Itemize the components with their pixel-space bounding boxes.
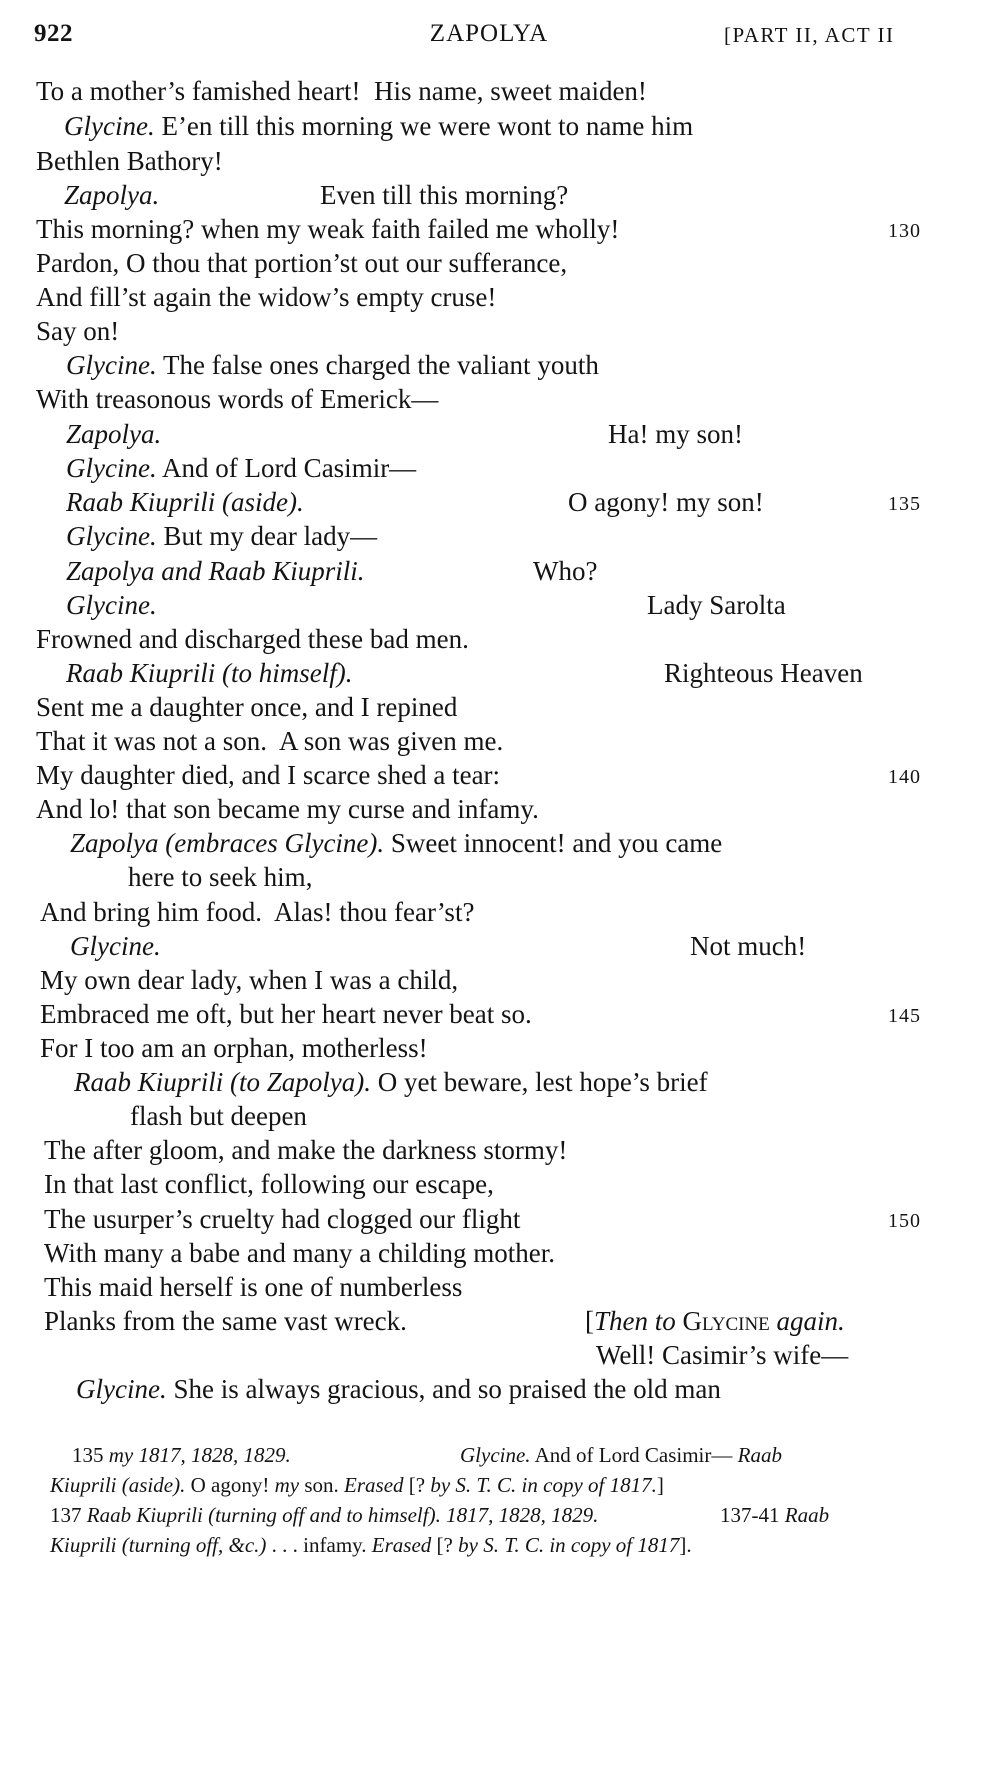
verse-text: Zapolya. [66, 419, 162, 449]
verse-text: Raab Kiuprili (to Zapolya). O yet beware, lest hope’s brief [74, 1067, 708, 1097]
line-number: 145 [888, 1005, 921, 1027]
verse-text: The usurper’s cruelty had clogged our flight [44, 1204, 521, 1234]
verse-text: Ha! my son! [608, 419, 743, 449]
verse-text: Zapolya and Raab Kiuprili. [66, 556, 365, 586]
verse-text: To a mother’s famished heart! His name, sweet maiden! [36, 76, 647, 106]
verse-text: And fill’st again the widow’s empty cruse! [36, 282, 497, 312]
verse-text: Say on! [36, 316, 120, 346]
footnote-text: 137 Raab Kiuprili (turning off and to himself). 1817, 1828, 1829. [50, 1503, 599, 1527]
verse-text: And bring him food. Alas! thou fear’st? [40, 897, 475, 927]
footnote-text: 137-41 Raab [720, 1503, 830, 1527]
verse-text: O agony! my son! [568, 487, 764, 517]
verse-text: This maid herself is one of numberless [44, 1272, 463, 1302]
running-title: ZAPOLYA [429, 20, 549, 47]
footnote-text: Kiuprili (turning off, &c.) . . . infamy. Erased [? by S. T. C. in copy of 1817]. [50, 1533, 692, 1557]
verse-text: Sent me a daughter once, and I repined [36, 692, 458, 722]
verse-text: Lady Sarolta [647, 590, 786, 620]
verse-text: With many a babe and many a childing mother. [44, 1238, 556, 1268]
verse-text: Glycine. But my dear lady— [66, 521, 378, 551]
verse-text: here to seek him, [128, 862, 313, 892]
footnote-text: Glycine. And of Lord Casimir— Raab [460, 1443, 782, 1467]
verse-text: My daughter died, and I scarce shed a tear: [36, 760, 501, 790]
verse-text: In that last conflict, following our escape, [44, 1169, 494, 1199]
line-number: 135 [888, 493, 921, 515]
verse-text: Not much! [690, 931, 807, 961]
verse-text: Glycine. The false ones charged the valiant youth [66, 350, 599, 380]
line-number: 140 [888, 766, 921, 788]
verse-text: Glycine. E’en till this morning we were wont to name him [64, 111, 694, 141]
footnote-text: 135 my 1817, 1828, 1829. [72, 1443, 291, 1467]
verse-text: Raab Kiuprili (aside). [66, 487, 304, 517]
verse-text: Embraced me oft, but her heart never beat so. [40, 999, 532, 1029]
verse-text: Pardon, O thou that portion’st out our sufferance, [36, 248, 568, 278]
verse-text: Glycine. She is always gracious, and so praised the old man [76, 1374, 721, 1404]
verse-text: Glycine. And of Lord Casimir— [66, 453, 417, 483]
verse-text: Righteous Heaven [664, 658, 863, 688]
verse-text: That it was not a son. A son was given me. [36, 726, 504, 756]
verse-text: Bethlen Bathory! [36, 146, 223, 176]
verse-text: Glycine. [70, 931, 161, 961]
verse-text: [Then to Glycine again. [585, 1306, 845, 1336]
verse-text: Even till this morning? [320, 180, 569, 210]
verse-text: Glycine. [66, 590, 157, 620]
verse-text: Who? [533, 556, 598, 586]
page-number: 922 [34, 20, 73, 47]
verse-text: And lo! that son became my curse and infamy. [36, 794, 539, 824]
line-number: 130 [888, 220, 921, 242]
footnote-text: Kiuprili (aside). O agony! my son. Erased [? by S. T. C. in copy of 1817.] [50, 1473, 664, 1497]
verse-text: Zapolya. [64, 180, 160, 210]
verse-text: With treasonous words of Emerick— [36, 384, 439, 414]
verse-text: For I too am an orphan, motherless! [40, 1033, 428, 1063]
verse-text: Planks from the same vast wreck. [44, 1306, 407, 1336]
verse-text: This morning? when my weak faith failed me wholly! [36, 214, 620, 244]
line-number: 150 [888, 1210, 921, 1232]
verse-text: Zapolya (embraces Glycine). Sweet innocent! and you came [70, 828, 723, 858]
verse-text: Frowned and discharged these bad men. [36, 624, 469, 654]
verse-text: Raab Kiuprili (to himself). [66, 658, 353, 688]
verse-text: Well! Casimir’s wife— [596, 1340, 849, 1370]
verse-text: flash but deepen [130, 1101, 307, 1131]
verse-text: The after gloom, and make the darkness stormy! [44, 1135, 568, 1165]
running-header [34, 20, 944, 60]
verse-text: My own dear lady, when I was a child, [40, 965, 459, 995]
section-label: [PART II, ACT II [724, 23, 895, 47]
